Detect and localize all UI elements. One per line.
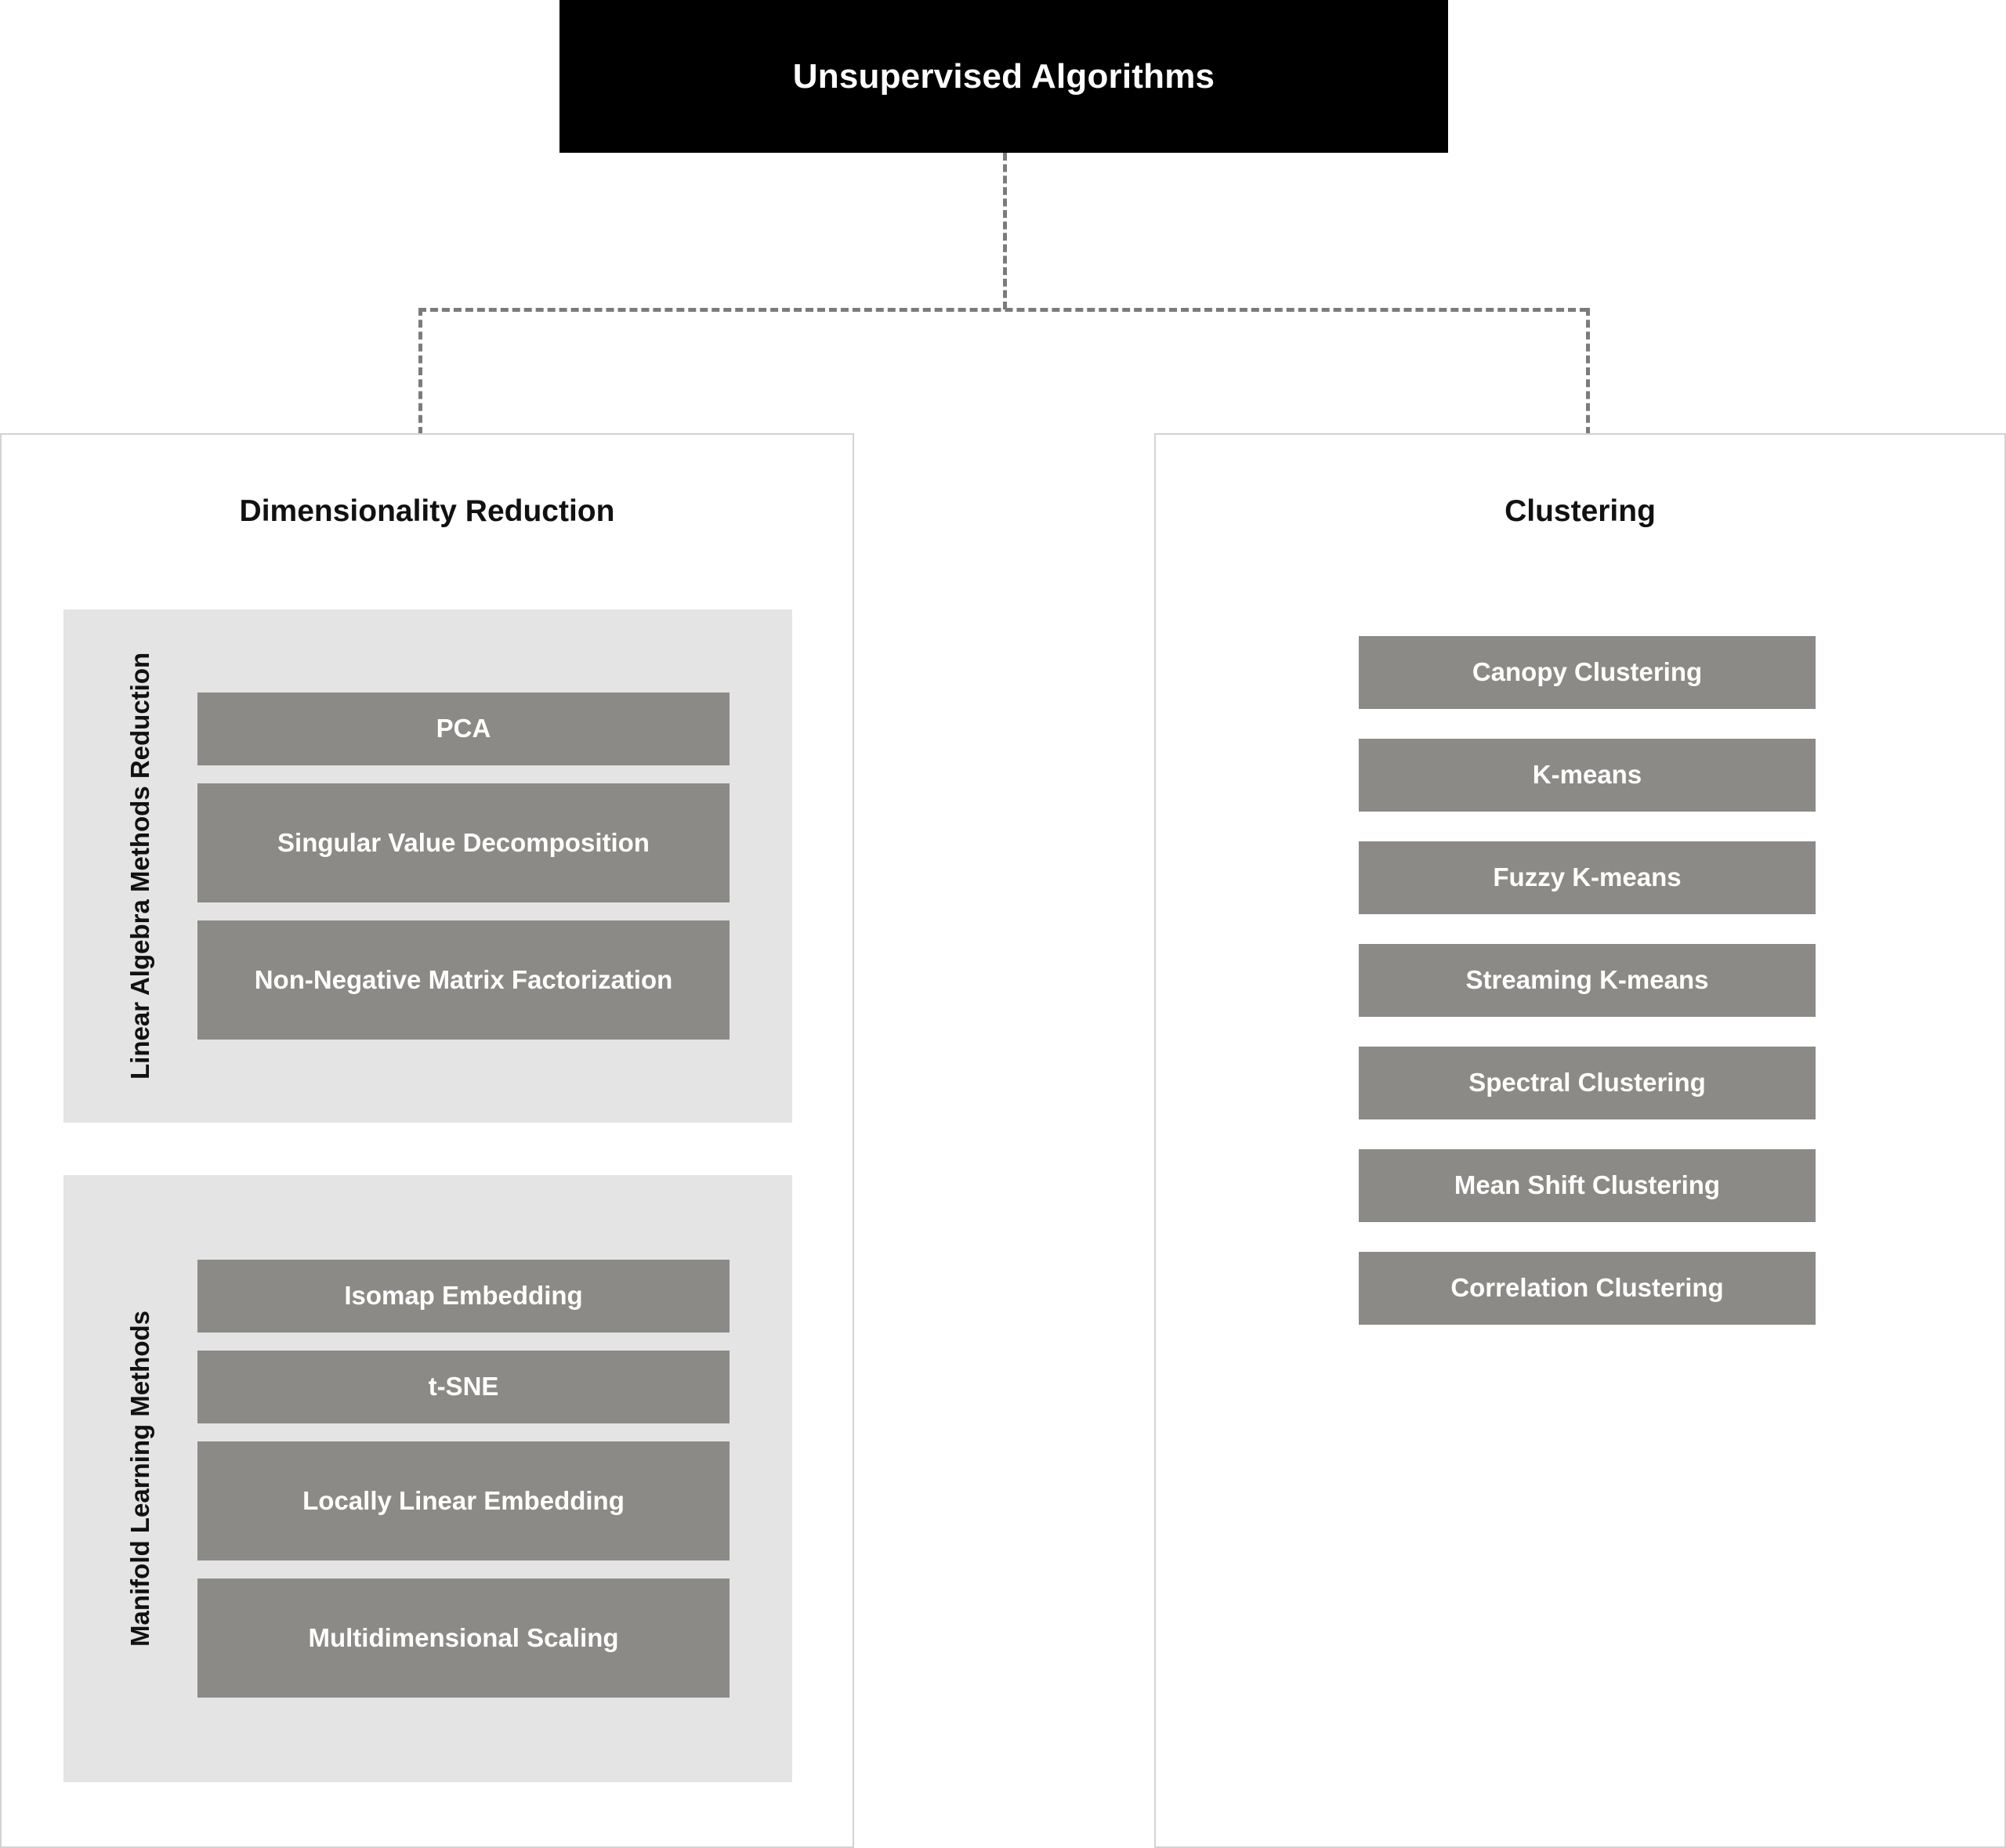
leaf-mean-shift-clustering[interactable]: Mean Shift Clustering — [1359, 1149, 1816, 1222]
subgroup-label-linear-algebra-text: Linear Algebra Methods Reduction — [125, 652, 154, 1080]
clustering-item-list — [1359, 636, 1816, 1325]
leaf-multidimensional-scaling[interactable]: Multidimensional Scaling — [197, 1579, 730, 1698]
subgroup-items-manifold-learning — [177, 1260, 792, 1698]
leaf-canopy-clustering[interactable]: Canopy Clustering — [1359, 636, 1816, 709]
root-node — [559, 0, 1448, 153]
subgroup-items-linear-algebra — [177, 693, 792, 1040]
leaf-locally-linear-embedding[interactable]: Locally Linear Embedding — [197, 1441, 730, 1560]
leaf-correlation-clustering[interactable]: Correlation Clustering — [1359, 1252, 1816, 1325]
subgroup-linear-algebra-methods — [63, 609, 792, 1123]
leaf-t-sne[interactable]: t-SNE — [197, 1351, 730, 1423]
connector-left-branch-vertical — [418, 308, 422, 435]
leaf-streaming-k-means[interactable]: Streaming K-means — [1359, 944, 1816, 1017]
leaf-isomap-embedding[interactable]: Isomap Embedding — [197, 1260, 730, 1333]
subgroup-label-manifold-learning — [103, 1175, 177, 1782]
leaf-non-negative-matrix-factorization[interactable]: Non-Negative Matrix Factorization — [197, 920, 730, 1040]
leaf-pca[interactable]: PCA — [197, 693, 730, 765]
subgroup-label-manifold-learning-text: Manifold Learning Methods — [125, 1311, 154, 1647]
leaf-k-means[interactable]: K-means — [1359, 739, 1816, 812]
root-node-label: Unsupervised Algorithms — [792, 56, 1215, 96]
leaf-spectral-clustering[interactable]: Spectral Clustering — [1359, 1047, 1816, 1119]
connector-horizontal-bus — [418, 308, 1588, 312]
subgroup-manifold-learning-methods — [63, 1175, 792, 1782]
branch-dimensionality-reduction — [0, 433, 854, 1848]
connector-root-vertical — [1003, 153, 1007, 309]
branch-title-dimensionality-reduction: Dimensionality Reduction — [239, 494, 615, 528]
connector-right-branch-vertical — [1586, 308, 1590, 435]
branch-clustering — [1154, 433, 2006, 1848]
subgroup-label-linear-algebra — [103, 609, 177, 1123]
leaf-singular-value-decomposition[interactable]: Singular Value Decomposition — [197, 783, 730, 902]
leaf-fuzzy-k-means[interactable]: Fuzzy K-means — [1359, 841, 1816, 914]
branch-title-clustering: Clustering — [1504, 494, 1656, 528]
